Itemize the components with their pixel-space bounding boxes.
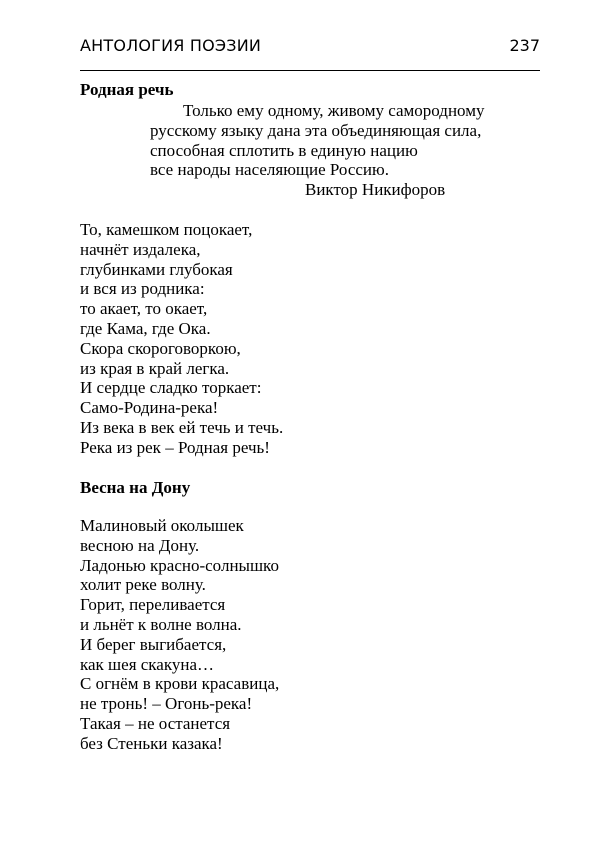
poem-line: не тронь! – Огонь-река! xyxy=(80,694,253,714)
poem-line: Скора скороговоркою, xyxy=(80,338,241,358)
poem-body xyxy=(80,220,520,458)
poem-line: где Кама, где Ока. xyxy=(80,318,211,338)
book-title: АНТОЛОГИЯ ПОЭЗИИ xyxy=(80,36,262,55)
poem-line: как шея скакуна… xyxy=(80,654,215,674)
poem-line: и вся из родника: xyxy=(80,279,205,299)
page-number: 237 xyxy=(509,36,540,55)
epigraph xyxy=(150,101,530,200)
poem-line: весною на Дону. xyxy=(80,535,200,555)
epigraph-line: русскому языку дана эта объединяющая сила, xyxy=(150,120,482,140)
poem-line: глубинками глубокая xyxy=(80,259,233,279)
poem-line: Река из рек – Родная речь! xyxy=(80,437,270,457)
running-header xyxy=(80,36,540,71)
poem-line: Из века в век ей течь и течь. xyxy=(80,417,284,437)
poem-line: начнёт издалека, xyxy=(80,239,201,259)
poem-line: и льнёт к волне волна. xyxy=(80,614,242,634)
poem-line: Такая – не останется xyxy=(80,713,231,733)
poem-line: Само-Родина-река! xyxy=(80,398,219,418)
epigraph-line: все народы населяющие Россию. xyxy=(150,160,389,180)
poem-line: И берег выгибается, xyxy=(80,634,227,654)
epigraph-author: Виктор Никифоров xyxy=(305,180,446,200)
poem-line: то акает, то окает, xyxy=(80,299,208,319)
poem-line: Малиновый околышек xyxy=(80,516,244,535)
poem-title: Весна на Дону xyxy=(80,478,191,497)
poem-line: без Стеньки казака! xyxy=(80,733,223,753)
poem-line: И сердце сладко торкает: xyxy=(80,378,262,398)
poem-line: С огнём в крови красавица, xyxy=(80,674,280,694)
epigraph-line: способная сплотить в единую нацию xyxy=(150,140,418,160)
poem-body xyxy=(80,516,520,754)
poem-line: из края в край легка. xyxy=(80,358,230,378)
epigraph-line: Только ему одному, живому самородному xyxy=(183,101,485,120)
poem-title: Родная речь xyxy=(80,80,174,99)
poem-line: Ладонью красно-солнышко xyxy=(80,555,279,575)
poem-line: Горит, переливается xyxy=(80,595,226,615)
poem-line: холит реке волну. xyxy=(80,575,206,595)
poem-line: То, камешком поцокает, xyxy=(80,220,253,239)
